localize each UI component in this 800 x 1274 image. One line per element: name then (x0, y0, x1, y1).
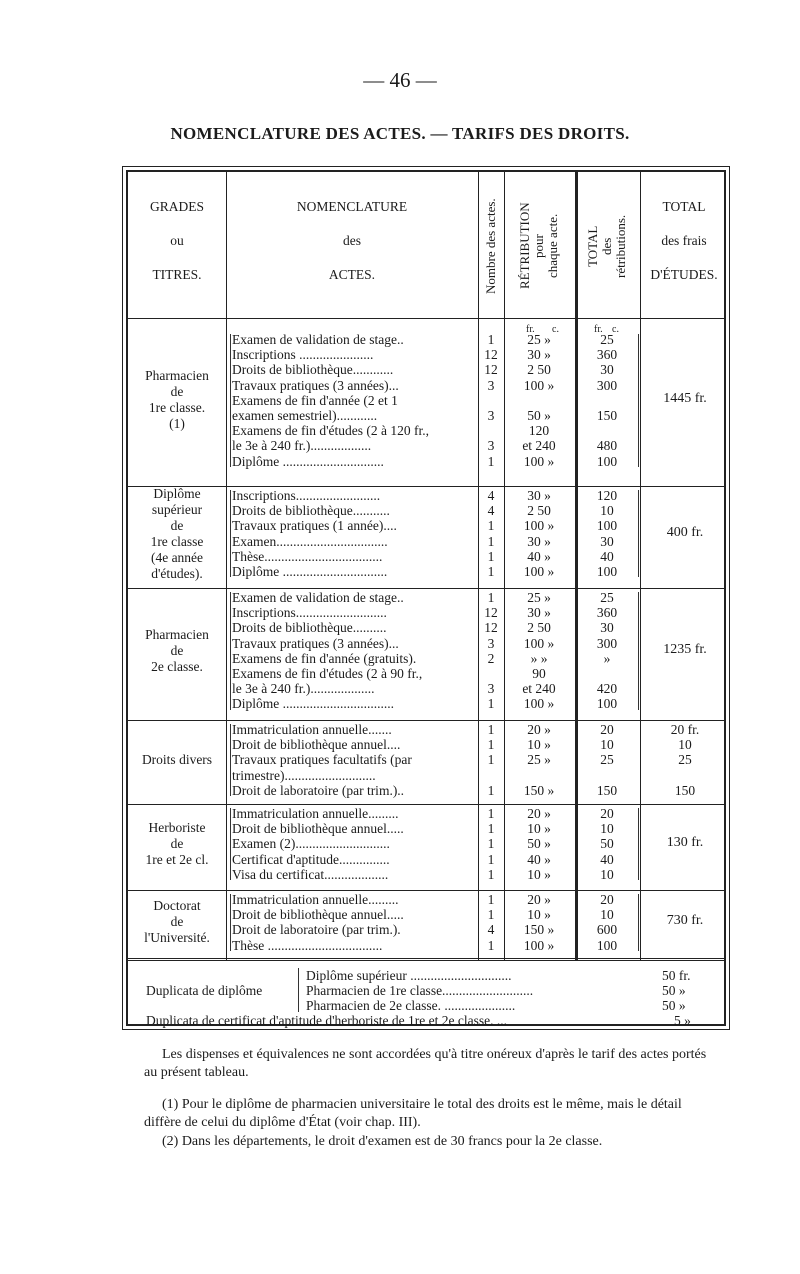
act-count: 1 (487, 782, 495, 798)
act-count: 12 (484, 605, 498, 621)
act-total-retribution: 150 (596, 408, 618, 423)
note-dispenses: Les dispenses et équivalences ne sont accordées qu'à titre onéreux d'après le tarif des actes portés au présent tableau. (144, 1047, 707, 1080)
act-text: Inscriptions ...................... (232, 347, 374, 363)
act-count: 1 (487, 722, 495, 737)
grade-line: 2e classe. (151, 658, 203, 674)
act-text: Travaux pratiques (3 années)... (232, 377, 399, 393)
act-retribution: 2 50 (527, 620, 551, 636)
tariff-table (126, 170, 726, 1026)
act-text: Thèse................................... (232, 548, 383, 564)
act-text: Diplôme ............................... (232, 564, 388, 579)
duplicata-price: 50 fr. (662, 968, 691, 983)
act-count: 1 (487, 548, 495, 564)
act-total-retribution: 20 (600, 892, 614, 907)
act-total-retribution: 25 (600, 590, 614, 605)
act-text: Inscriptions........................... (232, 605, 387, 621)
duplicata-item: Pharmacien de 1re classe........................... (306, 983, 534, 998)
grade-title (128, 898, 226, 946)
act-retribution: 50 » (527, 408, 551, 423)
act-total-retribution: 20 (600, 722, 614, 737)
act-retribution: 30 » (527, 347, 551, 363)
act-total-retribution: 150 (596, 782, 618, 798)
unit-c: c. (552, 324, 559, 335)
act-retribution: 25 » (527, 752, 551, 768)
header-total-retributions: TOTAL des rétributions. (585, 214, 628, 278)
act-retribution: 120 (528, 423, 550, 439)
act-total-retribution: 10 (600, 866, 614, 882)
act-retribution: 40 » (527, 548, 551, 564)
grade-line: (1) (169, 416, 185, 432)
header-total-fees: TOTAL des frais D'ÉTUDES. (650, 199, 718, 282)
duplicata-item: Pharmacien de 2e classe. ..................... (306, 998, 516, 1013)
grade-line: Diplôme (153, 485, 201, 501)
act-text: Thèse .................................. (232, 937, 383, 953)
act-count: 1 (487, 937, 495, 953)
act-text: examen semestriel)............ (232, 408, 378, 423)
act-retribution: » » (530, 650, 548, 666)
act-total-retribution: 20 (600, 806, 614, 821)
act-text: Droits de bibliothèque.......... (232, 620, 387, 636)
act-text: Examens de fin d'année (gratuits). (232, 650, 417, 666)
act-retribution: 100 » (523, 453, 555, 469)
act-count: 1 (487, 533, 495, 549)
act-text: Examen de validation de stage.. (232, 590, 404, 605)
act-retribution: 150 » (523, 922, 555, 938)
page-number: — 46 — (363, 68, 437, 92)
act-count: 1 (487, 590, 495, 605)
grade-title (128, 752, 226, 768)
act-retribution: 150 » (523, 782, 555, 798)
act-retribution: 50 » (527, 836, 551, 852)
duplicata-item: Diplôme supérieur .............................. (306, 968, 512, 983)
footnote-2: (2) Dans les départements, le droit d'examen est de 30 francs pour la 2e classe. (162, 1134, 603, 1149)
act-count: 1 (487, 866, 495, 882)
act-retribution: 20 » (527, 806, 551, 821)
act-text: Droits de bibliothèque........... (232, 503, 390, 519)
act-text: Examens de fin d'année (2 et 1 (232, 392, 398, 408)
act-retribution: 100 » (523, 377, 555, 393)
act-count: 3 (487, 681, 495, 697)
grade-title (128, 486, 226, 582)
act-retribution: 2 50 (527, 503, 551, 519)
act-total-retribution: 30 (600, 362, 614, 378)
duplicata-label: Duplicata de diplôme (146, 983, 263, 998)
act-count: 4 (487, 488, 495, 503)
act-count: 1 (487, 518, 495, 534)
unit-fr: fr. (526, 324, 535, 335)
act-count: 3 (487, 635, 495, 651)
act-retribution: 20 » (527, 892, 551, 907)
act-total-retribution: 100 (596, 453, 618, 469)
grade-line: de (170, 642, 184, 658)
act-count: 3 (487, 408, 495, 423)
grade-line: Droits divers (141, 752, 213, 767)
act-text: Diplôme .............................. (232, 453, 384, 469)
act-total-retribution: 10 (600, 737, 614, 753)
grade-title (128, 820, 226, 868)
act-retribution: et 240 (522, 438, 556, 454)
header-grades: GRADES ou TITRES. (149, 199, 204, 282)
unit-c-total: c. (612, 324, 619, 335)
act-retribution: 2 50 (527, 362, 551, 378)
act-total-retribution: 30 (600, 533, 614, 549)
act-total-retribution: 40 (600, 851, 614, 867)
act-count: 4 (487, 503, 495, 519)
act-retribution: 100 » (523, 564, 555, 579)
grade-line: 1re classe. (148, 400, 206, 416)
grade-line: 1re classe (150, 533, 204, 549)
act-retribution: 10 » (527, 907, 551, 923)
act-text: Droits de bibliothèque............ (232, 362, 394, 378)
grade-title (128, 368, 226, 432)
act-total-retribution: 10 (600, 503, 614, 519)
act-count: 12 (484, 620, 498, 636)
act-text: le 3e à 240 fr.).................. (232, 438, 372, 454)
act-retribution: 25 » (527, 332, 551, 347)
grade-line: de (170, 836, 184, 851)
act-text: Immatriculation annuelle......... (232, 892, 399, 907)
act-text: Examen................................. (232, 533, 388, 549)
act-count: 1 (487, 907, 495, 923)
act-total-retribution: 120 (596, 488, 618, 503)
act-count: 1 (487, 851, 495, 867)
row-total-fees: 10 (678, 737, 692, 753)
grade-line: supérieur (151, 501, 203, 517)
duplicata-herboriste-price: 5 » (674, 1013, 691, 1028)
act-total-retribution: 30 (600, 620, 614, 636)
grade-line: 1re et 2e cl. (145, 852, 209, 867)
grade-line: l'Université. (144, 930, 210, 946)
grade-line: de (170, 517, 184, 533)
header-retribution: RÉTRIBUTION pour chaque acte. (517, 202, 560, 290)
act-total-retribution: » (603, 650, 611, 666)
act-text: Droit de bibliothèque annuel..... (232, 821, 404, 837)
duplicata-price: 50 » (662, 998, 686, 1013)
act-count: 2 (487, 650, 495, 666)
act-retribution: 30 » (527, 488, 551, 503)
act-count: 1 (487, 564, 495, 579)
act-total-retribution: 420 (596, 681, 618, 697)
act-count: 12 (484, 362, 498, 378)
row-total-fees: 25 (678, 752, 692, 768)
act-text: Travaux pratiques (1 année).... (232, 518, 397, 534)
act-text: Visa du certificat................... (232, 866, 389, 882)
act-text: Travaux pratiques facultatifs (par (232, 752, 412, 768)
act-text: Immatriculation annuelle....... (232, 722, 392, 737)
grade-line: Pharmacien (145, 626, 209, 642)
act-retribution: 90 (532, 666, 546, 681)
act-count: 1 (487, 892, 495, 907)
act-total-retribution: 300 (596, 377, 618, 393)
page-title: NOMENCLATURE DES ACTES. — TARIFS DES DROITS. (170, 124, 630, 143)
act-total-retribution: 100 (596, 937, 618, 953)
section-total-fees: 400 fr. (666, 524, 704, 540)
act-total-retribution: 25 (600, 752, 614, 768)
unit-fr-total: fr. (594, 324, 603, 335)
act-total-retribution: 10 (600, 821, 614, 837)
act-count: 1 (487, 752, 495, 768)
act-count: 1 (487, 737, 495, 753)
act-total-retribution: 300 (596, 635, 618, 651)
act-text: Droit de laboratoire (par trim.).. (232, 782, 405, 798)
header-nomenclature: NOMENCLATURE des ACTES. (296, 199, 408, 282)
act-retribution: 30 » (527, 605, 551, 621)
act-retribution: 10 » (527, 866, 551, 882)
act-text: Diplôme ................................. (232, 696, 394, 712)
act-count: 1 (487, 836, 495, 852)
act-text: Droit de laboratoire (par trim.). (232, 922, 401, 938)
act-retribution: 30 » (527, 533, 551, 549)
duplicata-price: 50 » (662, 983, 686, 998)
act-retribution: 100 » (523, 518, 555, 534)
act-total-retribution: 360 (596, 347, 618, 363)
section-total-fees: 730 fr. (666, 913, 704, 929)
act-count: 1 (487, 332, 495, 347)
section-total-fees: 1235 fr. (663, 641, 707, 657)
act-total-retribution: 480 (596, 438, 618, 454)
act-text: Droit de bibliothèque annuel.... (232, 737, 401, 753)
act-retribution: 100 » (523, 635, 555, 651)
act-text: Examen de validation de stage.. (232, 332, 404, 347)
act-total-retribution: 100 (596, 696, 618, 712)
act-count: 3 (487, 377, 495, 393)
act-retribution: 40 » (527, 851, 551, 867)
header-count: Nombre des actes. (483, 198, 498, 294)
act-retribution: 100 » (523, 696, 555, 712)
act-text: Droit de bibliothèque annuel..... (232, 907, 404, 923)
act-retribution: 10 » (527, 821, 551, 837)
section-total-fees: 130 fr. (666, 835, 704, 850)
act-total-retribution: 100 (596, 518, 618, 534)
act-text: Travaux pratiques (3 années)... (232, 635, 399, 651)
row-total-fees: 150 (674, 782, 696, 798)
grade-title (128, 627, 226, 675)
act-total-retribution: 50 (600, 836, 614, 852)
act-total-retribution: 40 (600, 548, 614, 564)
act-retribution: 10 » (527, 737, 551, 753)
act-text: Examen (2)............................ (232, 836, 390, 852)
act-text: Inscriptions......................... (232, 488, 381, 503)
act-total-retribution: 25 (600, 332, 614, 347)
act-retribution: 25 » (527, 590, 551, 605)
grade-line: d'études). (151, 565, 203, 581)
act-count: 1 (487, 696, 495, 712)
act-text: le 3e à 240 fr.)................... (232, 681, 375, 697)
act-count: 12 (484, 347, 498, 363)
act-text: Examens de fin d'études (2 à 120 fr., (232, 423, 430, 439)
act-total-retribution: 10 (600, 907, 614, 923)
act-total-retribution: 600 (596, 922, 618, 938)
act-retribution: et 240 (522, 681, 556, 697)
act-total-retribution: 100 (596, 564, 618, 579)
act-text: Immatriculation annuelle......... (232, 806, 399, 821)
section-total-fees: 1445 fr. (663, 391, 707, 407)
grade-line: Pharmacien (145, 368, 209, 384)
act-total-retribution: 360 (596, 605, 618, 621)
grade-line: de (170, 384, 184, 400)
act-text: Certificat d'aptitude............... (232, 851, 390, 867)
row-total-fees: 20 fr. (670, 722, 700, 737)
act-retribution: 20 » (527, 722, 551, 737)
grade-line: Herboriste (148, 820, 206, 835)
grade-line: de (170, 914, 184, 930)
act-count: 3 (487, 438, 495, 454)
duplicata-herboriste: Duplicata de certificat d'aptitude d'herboriste de 1re et 2e classe. ... (146, 1013, 507, 1028)
footnote-1: (1) Pour le diplôme de pharmacien universitaire le total des droits est le même, mais le détail diffère de celui du diplôme d'État (voir chap. III). (144, 1097, 682, 1130)
act-text: Examens de fin d'études (2 à 90 fr., (232, 666, 423, 681)
act-count: 4 (487, 922, 495, 938)
act-text: trimestre)........................... (232, 767, 376, 783)
act-count: 1 (487, 453, 495, 469)
grade-line: Doctorat (153, 898, 201, 914)
act-count: 1 (487, 821, 495, 837)
act-count: 1 (487, 806, 495, 821)
act-retribution: 100 » (523, 937, 555, 953)
grade-line: (4e année (150, 549, 204, 565)
